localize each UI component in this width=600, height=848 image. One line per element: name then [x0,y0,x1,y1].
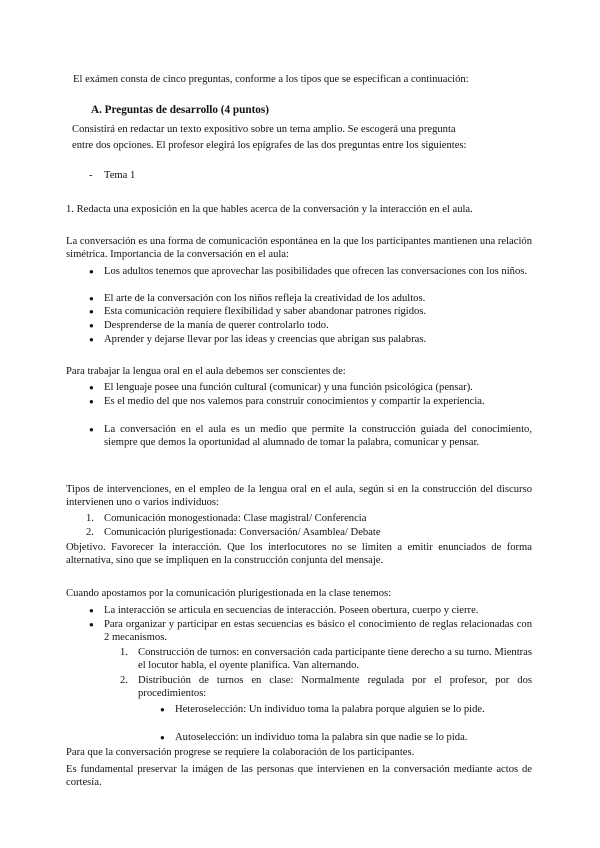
closing-line-1: Para que la conversación progrese se requiere la colaboración de los participantes. [66,747,415,758]
question-1: 1. Redacta una exposición en la que hables acerca de la conversación y la interacción en el aula. [66,204,473,215]
section-a-desc-line-1: Consistirá en redactar un texto expositivo sobre un tema amplio. Se escogerá una pregunta [72,124,456,135]
bullet-dot-icon: ● [160,733,165,742]
bullet-dot-icon: ● [160,705,165,714]
bullet-dot-icon: ● [89,321,94,330]
list-item: Distribución de turnos en clase: Normalmente regulada por el profesor, por dos procedimientos: [138,675,532,699]
list-item: Heteroselección: Un individuo toma la palabra porque alguien se lo pide. [175,704,485,715]
closing-line-2: Es fundamental preservar la imágen de las personas que intervienen en la conversación mediante actos de cortesía. [66,764,532,788]
bullet-dot-icon: ● [89,267,94,276]
bullet-dot-icon: ● [89,425,94,434]
topic-dash: - [89,170,93,181]
list-item: El arte de la conversación con los niños refleja la creatividad de los adultos. [104,293,426,304]
list-item: Es el medio del que nos valemos para construir conocimientos y compartir la experiencia. [104,396,485,407]
section-a-heading: A. Preguntas de desarrollo (4 puntos) [91,104,269,116]
bullet-dot-icon: ● [89,294,94,303]
intro-text: El exámen consta de cinco preguntas, conforme a los tipos que se especifican a continuación: [73,74,469,85]
list-item: La interacción se articula en secuencias de interacción. Poseen obertura, cuerpo y cierre. [104,605,479,616]
section-a-desc-line-2: entre dos opciones. El profesor elegirá los epígrafes de las dos preguntas entre los siguientes: [72,140,467,151]
conversacion-lead: La conversación es una forma de comunicación espontánea en la que los participantes mantienen una relación simétrica. Importancia de la conversación en el aula: [66,236,532,260]
bullet-dot-icon: ● [89,307,94,316]
tipos-lead: Tipos de intervenciones, en el empleo de la lengua oral en el aula, según si en la construcción del discurso intervienen uno o varios individuos: [66,484,532,508]
lengua-oral-lead: Para trabajar la lengua oral en el aula debemos ser conscientes de: [66,366,346,377]
list-item: Construcción de turnos: en conversación cada participante tiene derecho a su turno. Mientras el locutor habla, el oyente planifica. Van alternando. [138,647,532,671]
bullet-dot-icon: ● [89,620,94,629]
objetivo-text: Objetivo. Favorecer la interacción. Que los interlocutores no se limiten a emitir enunciados de forma alternativa, sino que se impliquen en la construcción conjunta del mensaje. [66,542,532,566]
bullet-dot-icon: ● [89,606,94,615]
bullet-dot-icon: ● [89,383,94,392]
list-item: Autoselección: un individuo toma la palabra sin que nadie se lo pida. [175,732,468,743]
list-item: El lenguaje posee una función cultural (comunicar) y una función psicológica (pensar). [104,382,473,393]
list-item: Desprenderse de la manía de querer controlarlo todo. [104,320,329,331]
list-item: Comunicación plurigestionada: Conversación/ Asamblea/ Debate [104,527,381,538]
pluri-lead: Cuando apostamos por la comunicación plurigestionada en la clase tenemos: [66,588,392,599]
list-number: 2. [86,527,94,538]
list-number: 1. [120,647,128,658]
bullet-dot-icon: ● [89,335,94,344]
bullet-dot-icon: ● [89,397,94,406]
list-item: Aprender y dejarse llevar por las ideas y creencias que abrigan sus palabras. [104,334,427,345]
list-item: Esta comunicación requiere flexibilidad y saber abandonar patrones rígidos. [104,306,427,317]
list-item: Los adultos tenemos que aprovechar las posibilidades que ofrecen las conversaciones con los niños. [104,266,528,277]
topic-label: Tema 1 [104,170,136,181]
list-item: Para organizar y participar en estas secuencias es básico el conocimiento de reglas relacionadas con 2 mecanismos. [104,619,532,643]
list-item: La conversación en el aula es un medio que permite la construcción guiada del conocimiento, siempre que demos la oportunidad al alumnado de tomar la palabra, comunicar y pensar. [104,424,532,448]
list-number: 1. [86,513,94,524]
list-number: 2. [120,675,128,686]
list-item: Comunicación monogestionada: Clase magistral/ Conferencia [104,513,367,524]
